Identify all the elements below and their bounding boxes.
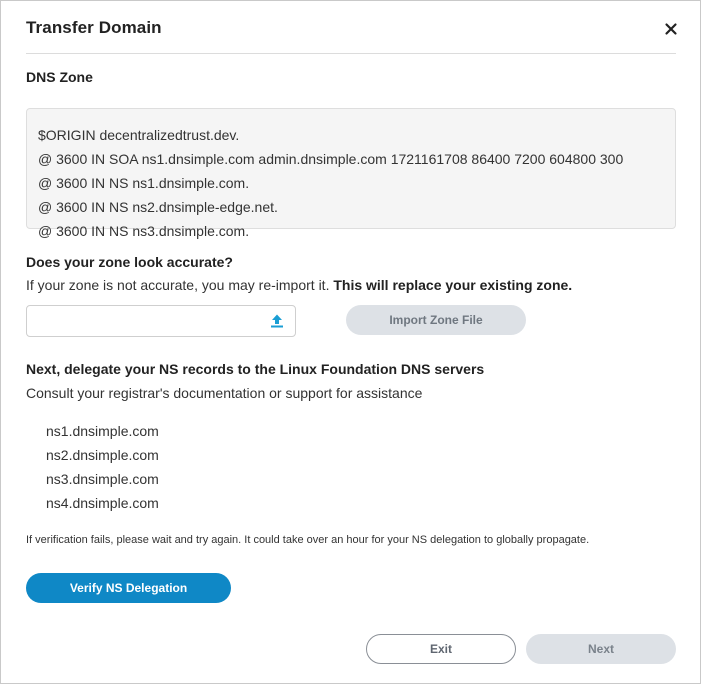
- import-zone-file-button[interactable]: Import Zone File: [346, 305, 526, 335]
- accuracy-question: Does your zone look accurate?: [26, 254, 233, 270]
- exit-button[interactable]: Exit: [366, 634, 516, 664]
- header-divider: [26, 53, 676, 54]
- zone-line: @ 3600 IN SOA ns1.dnsimple.com admin.dnsimple.com 1721161708 86400 7200 604800 300: [38, 151, 624, 167]
- nameserver-item: ns3.dnsimple.com: [46, 471, 159, 487]
- zone-line: @ 3600 IN NS ns1.dnsimple.com.: [38, 175, 250, 191]
- dns-zone-textarea[interactable]: [26, 108, 676, 239]
- zone-line: @ 3600 IN NS ns3.dnsimple.com.: [38, 223, 250, 239]
- delegation-title: Next, delegate your NS records to the Linux Foundation DNS servers: [26, 361, 485, 377]
- dns-zone-label: DNS Zone: [26, 69, 93, 85]
- delegation-subtitle: Consult your registrar's documentation or support for assistance: [26, 385, 423, 401]
- zone-file-input[interactable]: [26, 305, 296, 337]
- nameserver-item: ns1.dnsimple.com: [46, 423, 159, 439]
- verification-note: If verification fails, please wait and try again. It could take over an hour for your NS delegation to globally propagate.: [26, 534, 590, 546]
- nameserver-list: [46, 419, 159, 515]
- dialog-title: Transfer Domain: [26, 18, 162, 37]
- zone-line: $ORIGIN decentralizedtrust.dev.: [38, 127, 240, 143]
- zone-line: @ 3600 IN NS ns2.dnsimple-edge.net.: [38, 199, 278, 215]
- nameserver-item: ns4.dnsimple.com: [46, 495, 159, 511]
- next-button[interactable]: Next: [526, 634, 676, 664]
- accuracy-text: [26, 277, 572, 293]
- accuracy-text-plain: If your zone is not accurate, you may re-import it.: [26, 277, 334, 293]
- nameserver-item: ns2.dnsimple.com: [46, 447, 159, 463]
- close-button[interactable]: [661, 19, 681, 39]
- accuracy-warning: This will replace your existing zone.: [333, 277, 573, 293]
- close-icon: [665, 23, 677, 35]
- upload-icon[interactable]: [269, 313, 285, 329]
- verify-ns-delegation-button[interactable]: Verify NS Delegation: [26, 573, 231, 603]
